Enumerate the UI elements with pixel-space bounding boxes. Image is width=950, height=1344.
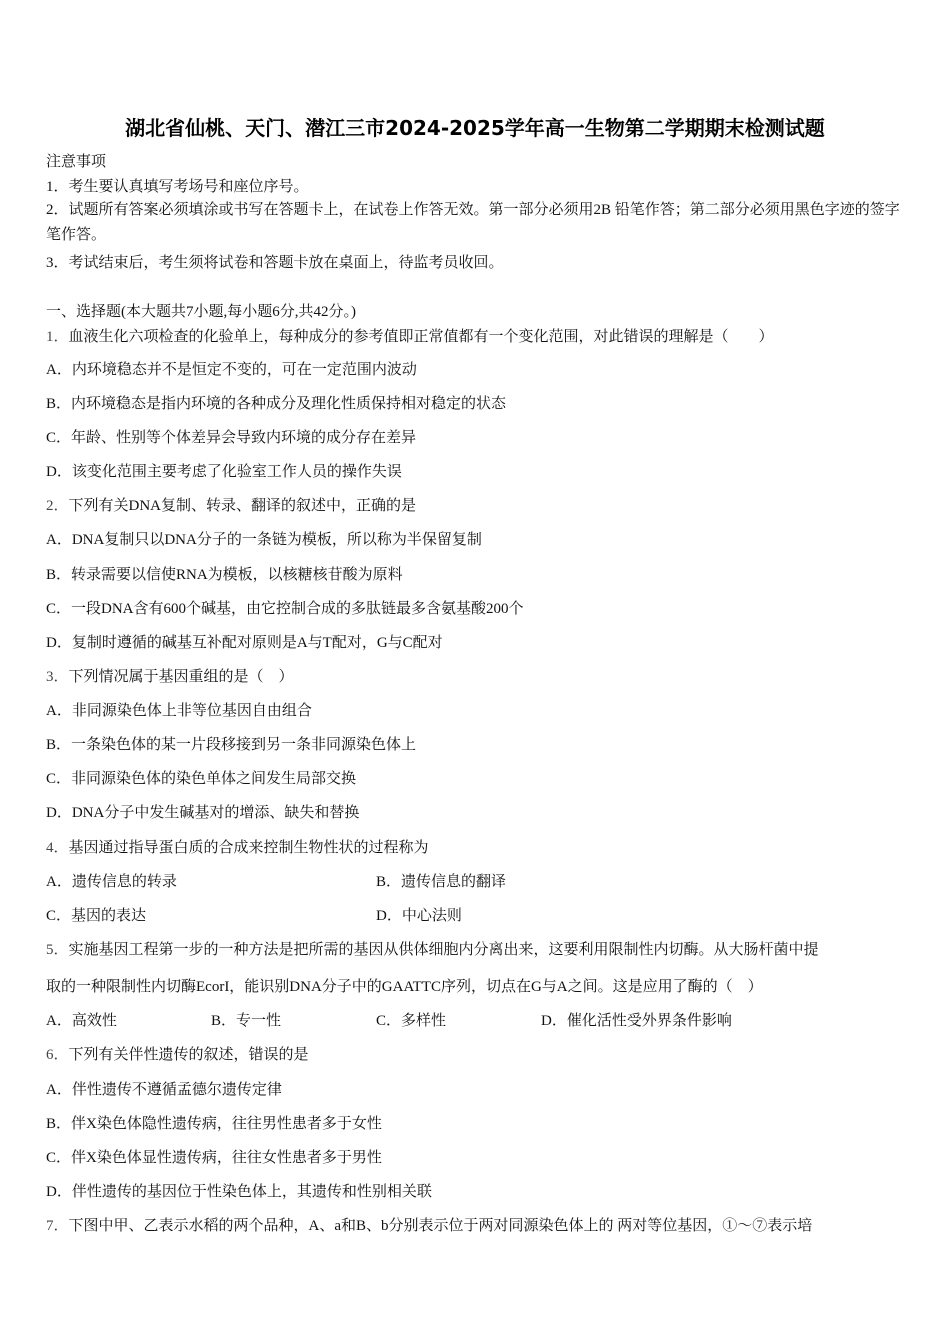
question-stem: 基因通过指导蛋白质的合成来控制生物性状的过程称为 xyxy=(68,840,429,856)
question-number: 5． xyxy=(46,942,69,958)
question-number: 3． xyxy=(46,669,69,685)
q3-option-c[interactable]: C．非同源染色体的染色单体之间发生局部交换 xyxy=(46,771,357,787)
question-1 xyxy=(46,327,774,347)
question-7 xyxy=(46,1216,812,1236)
question-number: 7． xyxy=(46,1218,69,1234)
question-stem: 血液生化六项检查的化验单上，每种成分的参考值即正常值都有一个变化范围，对此错误的理解是（ ） xyxy=(68,329,774,345)
question-number: 6． xyxy=(46,1047,69,1063)
q3-option-a[interactable]: A．非同源染色体上非等位基因自由组合 xyxy=(46,703,312,719)
q6-option-a[interactable]: A．伴性遗传不遵循孟德尔遗传定律 xyxy=(46,1082,282,1098)
q5-option-b[interactable]: B．专一性 xyxy=(211,1013,282,1029)
question-stem: 下列有关伴性遗传的叙述，错误的是 xyxy=(68,1047,309,1063)
question-6 xyxy=(46,1045,309,1065)
question-5-stem-line-2: 取的一种限制性内切酶EcorI，能识别DNA分子中的GAATTC序列，切点在G与A之间。这是应用了酶的（ ） xyxy=(46,979,763,995)
notice-heading: 注意事项 xyxy=(46,154,107,170)
question-number: 4． xyxy=(46,840,69,856)
q1-option-a[interactable]: A．内环境稳态并不是恒定不变的，可在一定范围内波动 xyxy=(46,362,417,378)
q1-option-d[interactable]: D．该变化范围主要考虑了化验室工作人员的操作失误 xyxy=(46,464,402,480)
notice-item-1: 1．考生要认真填写考场号和座位序号。 xyxy=(46,179,309,195)
q2-option-a[interactable]: A．DNA复制只以DNA分子的一条链为模板，所以称为半保留复制 xyxy=(46,532,482,548)
q5-option-d[interactable]: D．催化活性受外界条件影响 xyxy=(541,1013,732,1029)
notice-item-3: 3．考试结束后，考生须将试卷和答题卡放在桌面上，待监考员收回。 xyxy=(46,255,504,271)
q4-option-a[interactable]: A．遗传信息的转录 xyxy=(46,874,177,890)
q4-option-b[interactable]: B．遗传信息的翻译 xyxy=(376,874,507,890)
page-title: 湖北省仙桃、天门、潜江三市2024-2025学年高一生物第二学期期末检测试题 xyxy=(125,116,825,140)
q5-option-a[interactable]: A．高效性 xyxy=(46,1013,117,1029)
question-stem-line-1: 实施基因工程第一步的一种方法是把所需的基因从供体细胞内分离出来，这要利用限制性内切酶。从大肠杆菌中提 xyxy=(68,942,819,958)
question-stem: 下图中甲、乙表示水稻的两个品种，A、a和B、b分别表示位于两对同源染色体上的 两对等位基因，①～⑦表示培 xyxy=(68,1218,813,1234)
q6-option-c[interactable]: C．伴X染色体显性遗传病，往往女性患者多于男性 xyxy=(46,1150,382,1166)
question-number: 2． xyxy=(46,498,69,514)
q2-option-c[interactable]: C．一段DNA含有600个碱基，由它控制合成的多肽链最多含氨基酸200个 xyxy=(46,601,524,617)
q2-option-b[interactable]: B．转录需要以信使RNA为模板，以核糖核苷酸为原料 xyxy=(46,567,403,583)
question-number: 1． xyxy=(46,329,69,345)
question-2 xyxy=(46,496,416,516)
notice-item-2: 2．试题所有答案必须填涂或书写在答题卡上，在试卷上作答无效。第一部分必须用2B 铅笔作答；第二部分必须用黑色字迹的签字笔作答。 xyxy=(46,202,900,243)
question-3 xyxy=(46,667,294,687)
question-5 xyxy=(46,940,819,960)
q3-option-d[interactable]: D．DNA分子中发生碱基对的增添、缺失和替换 xyxy=(46,805,360,821)
q6-option-b[interactable]: B．伴X染色体隐性遗传病，往往男性患者多于女性 xyxy=(46,1116,382,1132)
q1-option-b[interactable]: B．内环境稳态是指内环境的各种成分及理化性质保持相对稳定的状态 xyxy=(46,396,507,412)
question-stem: 下列情况属于基因重组的是（ ） xyxy=(68,669,294,685)
q1-option-c[interactable]: C．年龄、性别等个体差异会导致内环境的成分存在差异 xyxy=(46,430,417,446)
q6-option-d[interactable]: D．伴性遗传的基因位于性染色体上，其遗传和性别相关联 xyxy=(46,1184,432,1200)
q2-option-d[interactable]: D．复制时遵循的碱基互补配对原则是A与T配对，G与C配对 xyxy=(46,635,443,651)
q5-option-c[interactable]: C．多样性 xyxy=(376,1013,447,1029)
q4-option-d[interactable]: D．中心法则 xyxy=(376,908,462,924)
q3-option-b[interactable]: B．一条染色体的某一片段移接到另一条非同源染色体上 xyxy=(46,737,417,753)
question-stem: 下列有关DNA复制、转录、翻译的叙述中，正确的是 xyxy=(68,498,417,514)
q4-option-c[interactable]: C．基因的表达 xyxy=(46,908,147,924)
question-4 xyxy=(46,838,429,858)
section-heading: 一、选择题(本大题共7小题,每小题6分,共42分。) xyxy=(46,304,356,320)
